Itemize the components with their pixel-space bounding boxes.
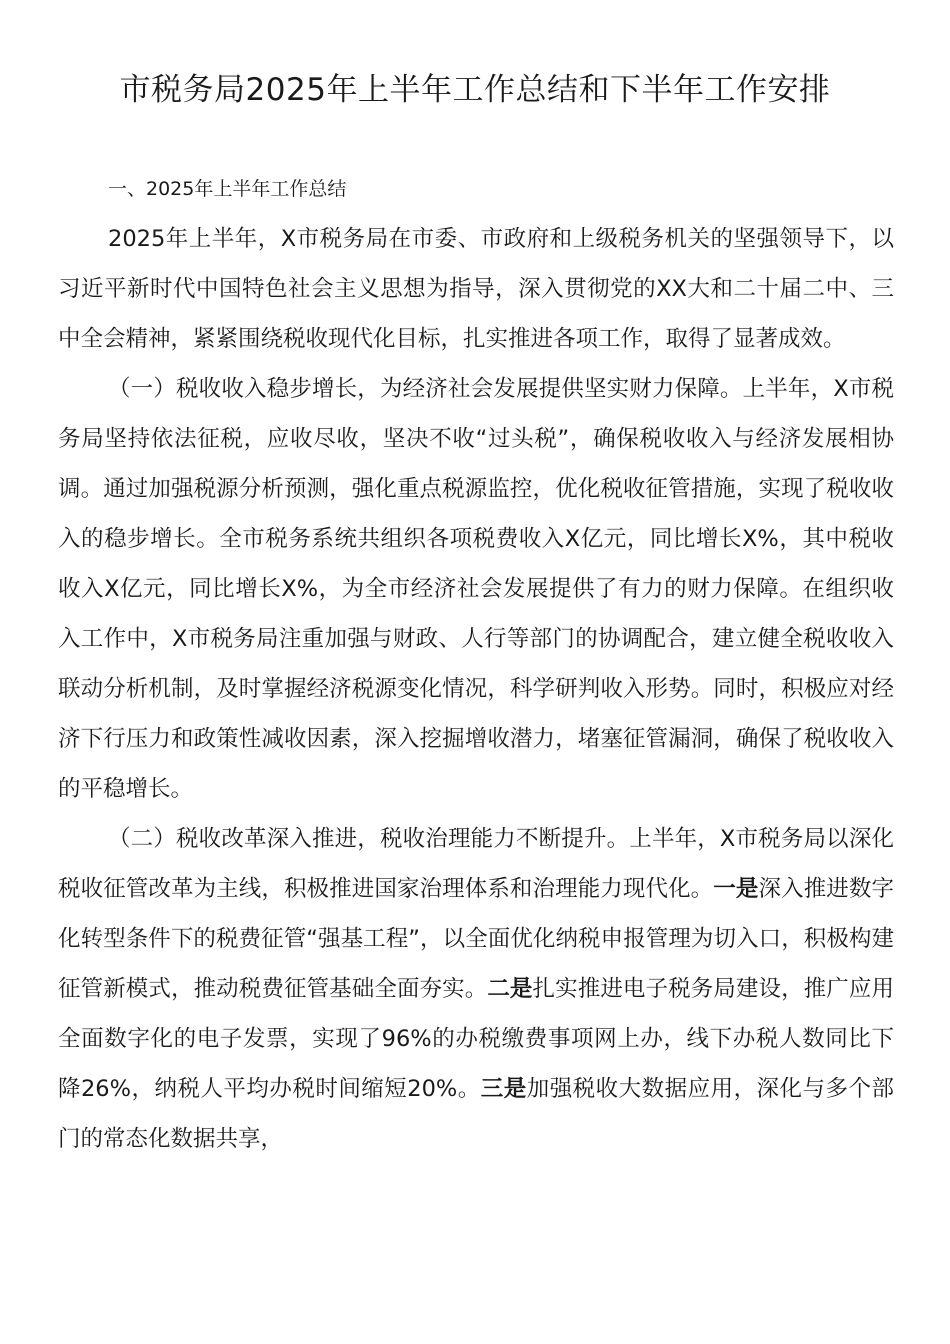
document-title: 市税务局2025年上半年工作总结和下半年工作安排 <box>119 72 831 108</box>
point-marker-1: 一是 <box>713 876 759 902</box>
part2-paragraph <box>58 814 894 1164</box>
point-text-1: 深入推进数字化转型条件下的税费征管“强基工程”，以全面优化纳税申报管理为切入口，积极构建征管新模式，推动税费征管基础全面夯实。 <box>58 876 894 1002</box>
point-marker-2: 二是 <box>487 976 533 1002</box>
document-body <box>58 166 894 1164</box>
point-text-2: 扎实推进电子税务局建设，推广应用全面数字化的电子发票，实现了96%的办税缴费事项网上办，线下办税人数同比下降26%，纳税人平均办税时间缩短20%。 <box>58 976 894 1102</box>
point-text-3: 加强税收大数据应用，深化与多个部门的常态化数据共享， <box>58 1076 894 1152</box>
point-marker-3: 三是 <box>480 1076 527 1102</box>
section-heading: 一、2025年上半年工作总结 <box>108 178 347 200</box>
part2-lead: （二）税收改革深入推进，税收治理能力不断提升。上半年，X市税务局以深化税收征管改革为主线，积极推进国家治理体系和治理能力现代化。 <box>58 826 894 902</box>
part1-paragraph: （一）税收收入稳步增长，为经济社会发展提供坚实财力保障。上半年，X市税务局坚持依法征税，应收尽收，坚决不收“过头税”，确保税收收入与经济发展相协调。通过加强税源分析预测，强化重点税源监控，优化税收征管措施，实现了税收收入的稳步增长。全市税务系统共组织各项税费收入X亿元，同比增长X%，其中税收收入X亿元，同比增长X%，为全市经济社会发展提供了有力的财力保障。在组织收入工作中，X市税务局注重加强与财政、人行等部门的协调配合，建立健全税收收入联动分析机制，及时掌握经济税源变化情况，科学研判收入形势。同时，积极应对经济下行压力和政策性减收因素，深入挖掘增收潜力，堵塞征管漏洞，确保了税收收入的平稳增长。 <box>58 376 894 802</box>
intro-paragraph: 2025年上半年，X市税务局在市委、市政府和上级税务机关的坚强领导下，以习近平新时代中国特色社会主义思想为指导，深入贯彻党的XX大和二十届二中、三中全会精神，紧紧围绕税收现代化目标，扎实推进各项工作，取得了显著成效。 <box>58 226 894 352</box>
